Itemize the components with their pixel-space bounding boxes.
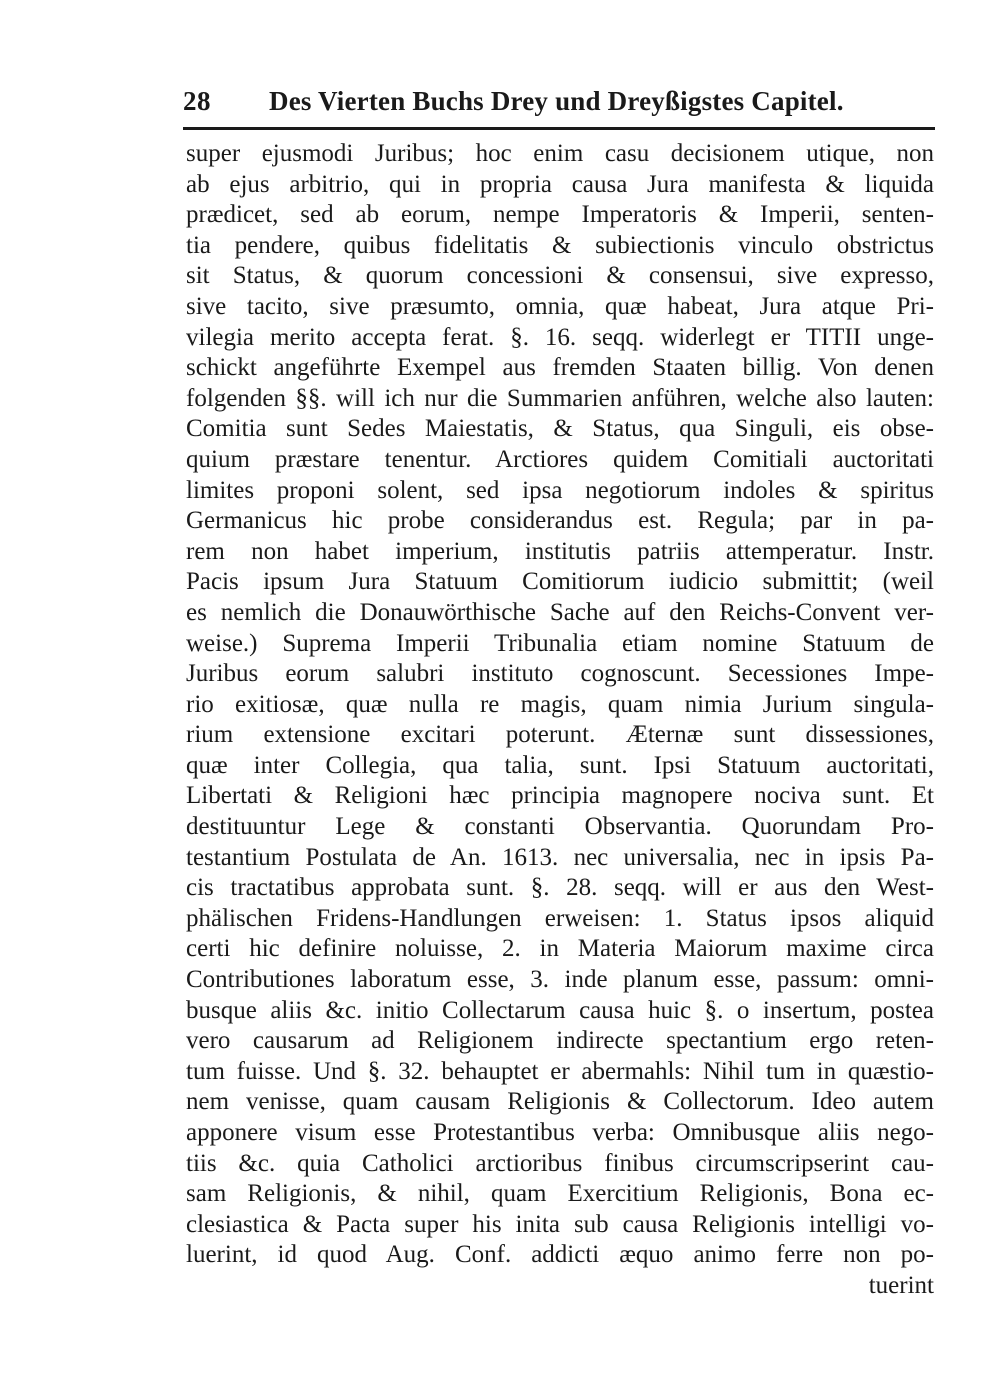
text-line: Contributiones laboratum esse, 3. inde planum esse, passum: omni- (186, 966, 934, 994)
text-line: quium præstare tenentur. Arctiores quidem Comitiali auctoritati (186, 445, 934, 473)
text-line: limites proponi solent, sed ipsa negotiorum indoles & spiritus (186, 476, 934, 504)
text-line: rem non habet imperium, institutis patriis attemperatur. Instr. (186, 537, 934, 565)
text-line: busque aliis &c. initio Collectarum causa huic §. o insertum, postea (186, 996, 934, 1024)
text-line: clesiastica & Pacta super his inita sub causa Religionis intelligi vo- (186, 1210, 934, 1238)
text-line: Comitia sunt Sedes Maiestatis, & Status, qua Singuli, eis obse- (186, 415, 934, 443)
running-title: Des Vierten Buchs Drey und Dreyßigstes Capitel. (269, 86, 844, 116)
page-header (183, 86, 935, 126)
text-line: sit Status, & quorum concessioni & consensui, sive expresso, (186, 262, 934, 290)
text-line: prædicet, sed ab eorum, nempe Imperatoris & Imperii, senten- (186, 201, 934, 229)
text-line: Juribus eorum salubri instituto cognoscunt. Secessiones Impe- (186, 660, 934, 688)
text-line: tum fuisse. Und §. 32. behauptet er abermahls: Nihil tum in quæstio- (186, 1057, 934, 1085)
text-line: destituuntur Lege & constanti Observantia. Quorundam Pro- (186, 813, 934, 841)
text-line: rium extensione excitari poterunt. Æternæ sunt dissessiones, (186, 721, 934, 749)
text-line: ab ejus arbitrio, qui in propria causa Jura manifesta & liquida (186, 170, 934, 198)
text-line: vilegia merito accepta ferat. §. 16. seqq. widerlegt er TITII unge- (186, 323, 934, 351)
text-line: vero causarum ad Religionem indirecte spectantium ergo reten- (186, 1027, 934, 1055)
text-line: nem venisse, quam causam Religionis & Collectorum. Ideo autem (186, 1088, 934, 1116)
text-line: certi hic definire noluisse, 2. in Materia Maiorum maxime circa (186, 935, 934, 963)
text-line: quæ inter Collegia, qua talia, sunt. Ipsi Statuum auctoritati, (186, 751, 934, 779)
catchword: tuerint (868, 1271, 934, 1299)
text-line: Germanicus hic probe considerandus est. Regula; par in pa- (186, 507, 934, 535)
text-line: tia pendere, quibus fidelitatis & subiectionis vinculo obstrictus (186, 231, 934, 259)
text-line: tiis &c. quia Catholici arctioribus finibus circumscripserint cau- (186, 1149, 934, 1177)
text-line: luerint, id quod Aug. Conf. addicti æquo animo ferre non po- (186, 1241, 934, 1269)
body-text (186, 139, 934, 1302)
text-line: schickt angeführte Exempel aus fremden Staaten billig. Von denen (186, 354, 934, 382)
text-line: super ejusmodi Juribus; hoc enim casu decisionem utique, non (186, 140, 934, 167)
text-line: cis tractatibus approbata sunt. §. 28. seqq. will er aus den West- (186, 874, 934, 902)
text-line: weise.) Suprema Imperii Tribunalia etiam nomine Statuum de (186, 629, 934, 657)
text-line: phälischen Fridens-Handlungen erweisen: 1. Status ipsos aliquid (186, 904, 934, 932)
text-line: testantium Postulata de An. 1613. nec universalia, nec in ipsis Pa- (186, 843, 934, 871)
page-number: 28 (183, 86, 211, 116)
text-line: Pacis ipsum Jura Statuum Comitiorum iudicio submittit; (weil (186, 568, 934, 596)
text-line: sam Religionis, & nihil, quam Exercitium Religionis, Bona ec- (186, 1180, 934, 1208)
text-line: folgenden §§. will ich nur die Summarien anführen, welche also lauten: (186, 384, 934, 412)
text-line: sive tacito, sive præsumto, omnia, quæ habeat, Jura atque Pri- (186, 292, 934, 320)
text-line: es nemlich die Donauwörthische Sache auf den Reichs-Convent ver- (186, 598, 934, 626)
text-line: rio exitiosæ, quæ nulla re magis, quam nimia Jurium singula- (186, 690, 934, 718)
text-line: Libertati & Religioni hæc principia magnopere nociva sunt. Et (186, 782, 934, 810)
text-line: apponere visum esse Protestantibus verba: Omnibusque aliis nego- (186, 1119, 934, 1146)
header-rule (183, 127, 935, 130)
